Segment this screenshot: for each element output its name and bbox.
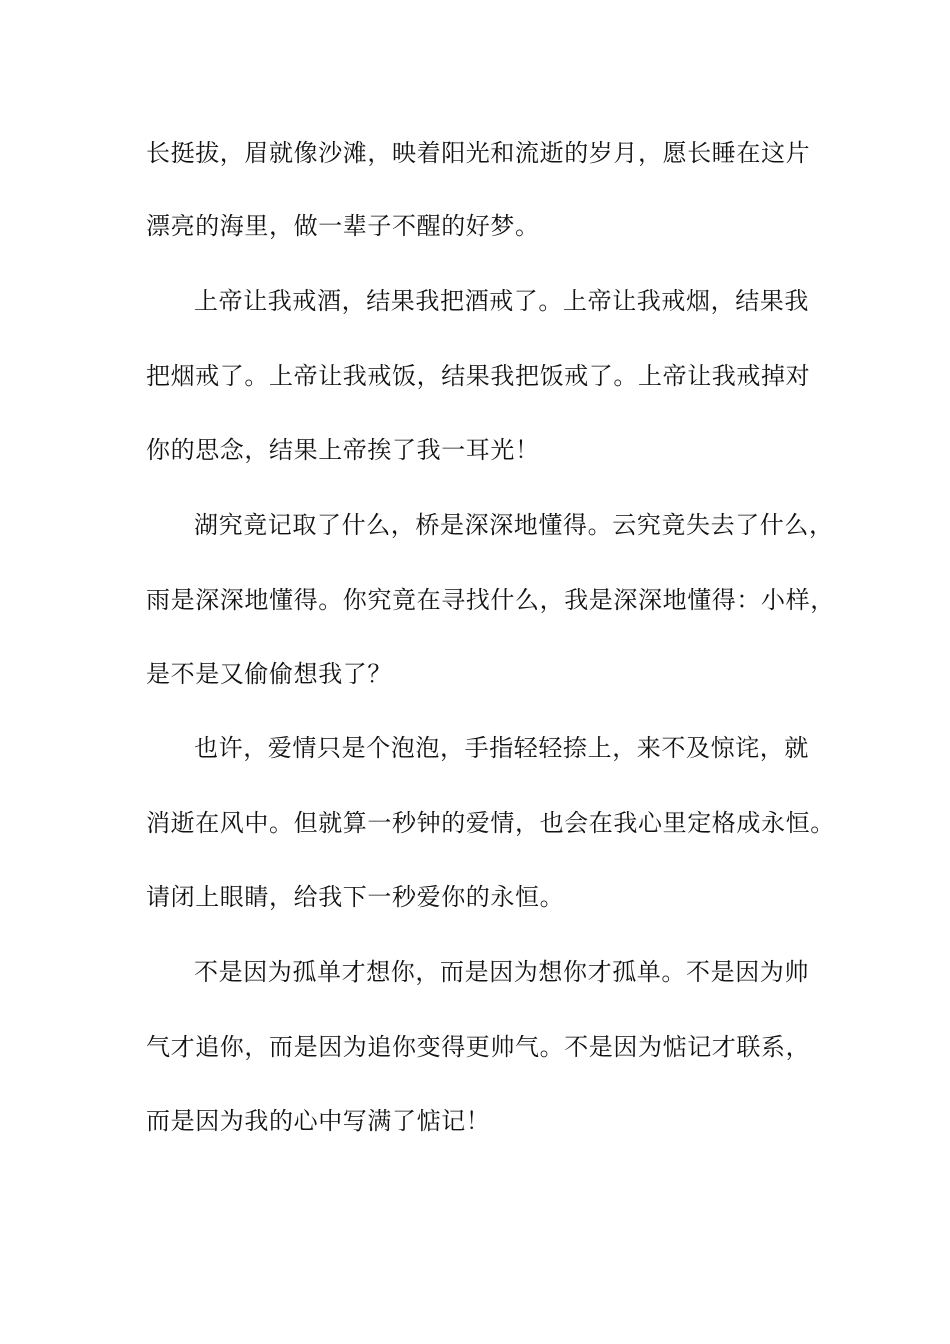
text-line: 漂亮的海里，做一辈子不醒的好梦。 xyxy=(146,212,540,240)
text-line: 气才追你，而是因为追你变得更帅气。不是因为惦记才联系， xyxy=(146,1033,811,1061)
text-line: 你的思念，结果上帝挨了我一耳光！ xyxy=(146,436,540,464)
text-line: 请闭上眼睛，给我下一秒爱你的永恒。 xyxy=(146,883,565,911)
paragraph-start-line: 湖究竟记取了什么，桥是深深地懂得。云究竟失去了什么， xyxy=(194,511,834,539)
paragraph-start-line: 不是因为孤单才想你，而是因为想你才孤单。不是因为帅 xyxy=(194,958,809,986)
paragraph-start-line: 上帝让我戒酒，结果我把酒戒了。上帝让我戒烟，结果我 xyxy=(194,287,809,315)
text-line: 把烟戒了。上帝让我戒饭，结果我把饭戒了。上帝让我戒掉对 xyxy=(146,362,811,390)
text-line: 是不是又偷偷想我了？ xyxy=(146,660,392,688)
paragraph-start-line: 也许，爱情只是个泡泡，手指轻轻捺上，来不及惊诧，就 xyxy=(194,734,809,762)
text-line: 长挺拔，眉就像沙滩，映着阳光和流逝的岁月，愿长睡在这片 xyxy=(146,139,811,167)
text-line: 而是因为我的心中写满了惦记！ xyxy=(146,1107,491,1135)
text-line: 雨是深深地懂得。你究竟在寻找什么，我是深深地懂得：小样， xyxy=(146,586,835,614)
text-line: 消逝在风中。但就算一秒钟的爱情，也会在我心里定格成永恒。 xyxy=(146,809,835,837)
